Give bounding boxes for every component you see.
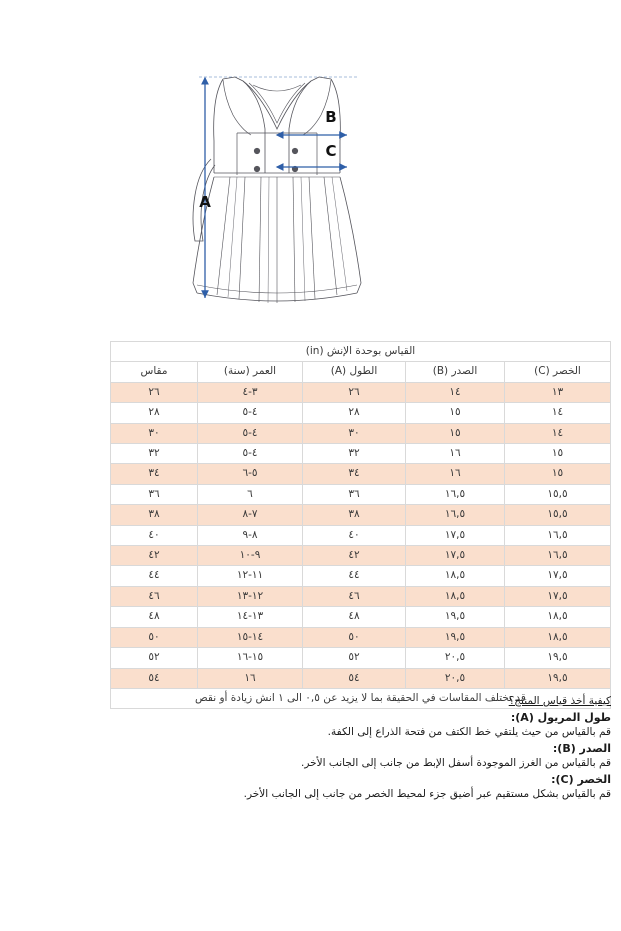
cell-age: ٨-٩ xyxy=(198,525,303,545)
cell-age: ٣-٤ xyxy=(198,382,303,402)
cell-chest: ١٩,٥ xyxy=(406,607,505,627)
pleat-3 xyxy=(259,177,261,302)
instruction-body-c: قم بالقياس بشكل مستقيم عبر أضيق جزء لمحيط الخصر من جانب إلى الجانب الأخر. xyxy=(243,788,611,800)
cell-waist: ١٥,٥ xyxy=(505,505,611,525)
cell-length: ٣٨ xyxy=(303,505,406,525)
pleat-fold-2 xyxy=(268,177,269,303)
cell-length: ٣٢ xyxy=(303,444,406,464)
cell-waist: ١٧,٥ xyxy=(505,586,611,606)
armhole-left xyxy=(223,80,251,135)
cell-size: ٤٦ xyxy=(111,586,198,606)
cell-age: ٩-١٠ xyxy=(198,546,303,566)
table-footnote: قد تختلف المقاسات في الحقيقة بما لا يزيد عن ٠,٥ الى ١ انش زيادة أو نقص xyxy=(111,688,611,708)
instruction-heading-c: الخصر (C): xyxy=(551,773,611,786)
table-row xyxy=(111,464,611,484)
cell-chest: ١٧,٥ xyxy=(406,525,505,545)
cell-length: ٤٠ xyxy=(303,525,406,545)
neckline-v xyxy=(243,81,311,129)
table-row xyxy=(111,546,611,566)
cell-chest: ٢٠,٥ xyxy=(406,648,505,668)
cell-length: ٤٦ xyxy=(303,586,406,606)
column-header-age: العمر (سنة) xyxy=(198,362,303,382)
size-table-container xyxy=(110,341,611,709)
instruction-block-a xyxy=(110,710,611,740)
button-top-right xyxy=(291,148,297,154)
pleat-7 xyxy=(324,177,337,295)
table-row xyxy=(111,403,611,423)
table-header-row xyxy=(111,362,611,382)
neckline-inner xyxy=(249,83,305,123)
cell-chest: ٢٠,٥ xyxy=(406,668,505,688)
measure-label-a: A xyxy=(198,193,211,211)
measure-label-c: C xyxy=(324,142,337,160)
cell-size: ٥٢ xyxy=(111,648,198,668)
cell-waist: ١٩,٥ xyxy=(505,668,611,688)
cell-age: ١٢-١٣ xyxy=(198,586,303,606)
cell-chest: ١٦,٥ xyxy=(406,484,505,504)
cell-waist: ١٤ xyxy=(505,403,611,423)
cell-chest: ١٨,٥ xyxy=(406,566,505,586)
cell-size: ٤٠ xyxy=(111,525,198,545)
cell-waist: ١٤ xyxy=(505,423,611,443)
cell-chest: ١٥ xyxy=(406,403,505,423)
skirt-right-edge xyxy=(340,177,361,293)
pleat-1 xyxy=(217,177,230,295)
table-title-row xyxy=(111,342,611,362)
instruction-body-b: قم بالقياس من الغرز الموجودة أسفل الإبط من جانب إلى الجانب الأخر. xyxy=(301,757,611,769)
table-title: القياس بوحدة الإنش (in) xyxy=(111,342,611,362)
instruction-block-b xyxy=(110,741,611,771)
cell-size: ٥٤ xyxy=(111,668,198,688)
cell-length: ٤٢ xyxy=(303,546,406,566)
cell-size: ٥٠ xyxy=(111,627,198,647)
column-header-chest: الصدر (B) xyxy=(406,362,505,382)
cell-length: ٤٨ xyxy=(303,607,406,627)
table-row xyxy=(111,423,611,443)
cell-size: ٤٨ xyxy=(111,607,198,627)
cell-length: ٣٤ xyxy=(303,464,406,484)
table-row xyxy=(111,586,611,606)
cell-size: ٣٨ xyxy=(111,505,198,525)
measuring-instructions xyxy=(110,694,611,803)
cell-length: ٥٤ xyxy=(303,668,406,688)
table-row xyxy=(111,505,611,525)
cell-waist: ١٨,٥ xyxy=(505,607,611,627)
table-row xyxy=(111,627,611,647)
instruction-body-a: قم بالقياس من حيث يلتقي خط الكتف من فتحة الذراع إلى الكفة. xyxy=(327,726,611,738)
cell-size: ٤٢ xyxy=(111,546,198,566)
button-group xyxy=(253,148,297,172)
cell-size: ٣٠ xyxy=(111,423,198,443)
cell-size: ٢٨ xyxy=(111,403,198,423)
cell-age: ١٥-١٦ xyxy=(198,648,303,668)
table-row xyxy=(111,484,611,504)
cell-age: ١٤-١٥ xyxy=(198,627,303,647)
cell-age: ٦ xyxy=(198,484,303,504)
pleat-5 xyxy=(293,177,295,302)
table-row xyxy=(111,444,611,464)
instructions-question: كيفية أخذ قياس المنتج؟ xyxy=(508,695,611,707)
table-row xyxy=(111,668,611,688)
pleat-fold-3 xyxy=(301,177,305,301)
cell-waist: ١٥,٥ xyxy=(505,484,611,504)
column-header-size: مقاس xyxy=(111,362,198,382)
instruction-block-c xyxy=(110,772,611,802)
cell-chest: ١٧,٥ xyxy=(406,546,505,566)
cell-age: ٤-٥ xyxy=(198,403,303,423)
cell-size: ٢٦ xyxy=(111,382,198,402)
cell-age: ٥-٦ xyxy=(198,464,303,484)
cell-waist: ١٦,٥ xyxy=(505,525,611,545)
cell-waist: ١٧,٥ xyxy=(505,566,611,586)
table-row xyxy=(111,607,611,627)
table-row xyxy=(111,382,611,402)
cell-waist: ١٥ xyxy=(505,464,611,484)
cell-size: ٣٦ xyxy=(111,484,198,504)
cell-waist: ١٦,٥ xyxy=(505,546,611,566)
cell-length: ٤٤ xyxy=(303,566,406,586)
cell-length: ٢٦ xyxy=(303,382,406,402)
instruction-heading-a: طول المريول (A): xyxy=(510,711,611,724)
cell-age: ٤-٥ xyxy=(198,444,303,464)
measure-label-b: B xyxy=(324,108,337,126)
button-bottom-left xyxy=(253,166,259,172)
cell-age: ١١-١٢ xyxy=(198,566,303,586)
cell-age: ١٣-١٤ xyxy=(198,607,303,627)
cell-length: ٣٦ xyxy=(303,484,406,504)
cell-size: ٤٤ xyxy=(111,566,198,586)
cell-waist: ١٣ xyxy=(505,382,611,402)
pleat-2 xyxy=(239,177,245,299)
cell-size: ٣٢ xyxy=(111,444,198,464)
column-header-waist: الخصر (C) xyxy=(505,362,611,382)
cell-length: ٥٠ xyxy=(303,627,406,647)
cell-waist: ١٥ xyxy=(505,444,611,464)
size-table-body xyxy=(111,382,611,688)
cell-chest: ١٦,٥ xyxy=(406,505,505,525)
button-top-left xyxy=(253,148,259,154)
instruction-heading-b: الصدر (B): xyxy=(552,742,611,755)
table-row xyxy=(111,525,611,545)
table-row xyxy=(111,566,611,586)
cell-chest: ١٩,٥ xyxy=(406,627,505,647)
cell-length: ٢٨ xyxy=(303,403,406,423)
cell-size: ٣٤ xyxy=(111,464,198,484)
cell-chest: ١٤ xyxy=(406,382,505,402)
cell-length: ٥٢ xyxy=(303,648,406,668)
cell-waist: ١٩,٥ xyxy=(505,648,611,668)
size-table xyxy=(110,341,611,709)
cell-chest: ١٨,٥ xyxy=(406,586,505,606)
cell-age: ٤-٥ xyxy=(198,423,303,443)
cell-length: ٣٠ xyxy=(303,423,406,443)
back-collar xyxy=(253,85,301,91)
cell-chest: ١٦ xyxy=(406,464,505,484)
cell-chest: ١٥ xyxy=(406,423,505,443)
dress-measurement-diagram xyxy=(0,55,621,335)
pleat-fold-1 xyxy=(228,177,237,297)
bodice-left-edge xyxy=(223,77,265,173)
dress-sketch-svg xyxy=(181,55,441,325)
cell-age: ١٦ xyxy=(198,668,303,688)
column-header-length: الطول (A) xyxy=(303,362,406,382)
table-row xyxy=(111,648,611,668)
cell-chest: ١٦ xyxy=(406,444,505,464)
pleat-6 xyxy=(309,177,315,299)
cell-waist: ١٨,٥ xyxy=(505,627,611,647)
bodice-left-side-seam xyxy=(213,79,222,173)
cell-age: ٧-٨ xyxy=(198,505,303,525)
